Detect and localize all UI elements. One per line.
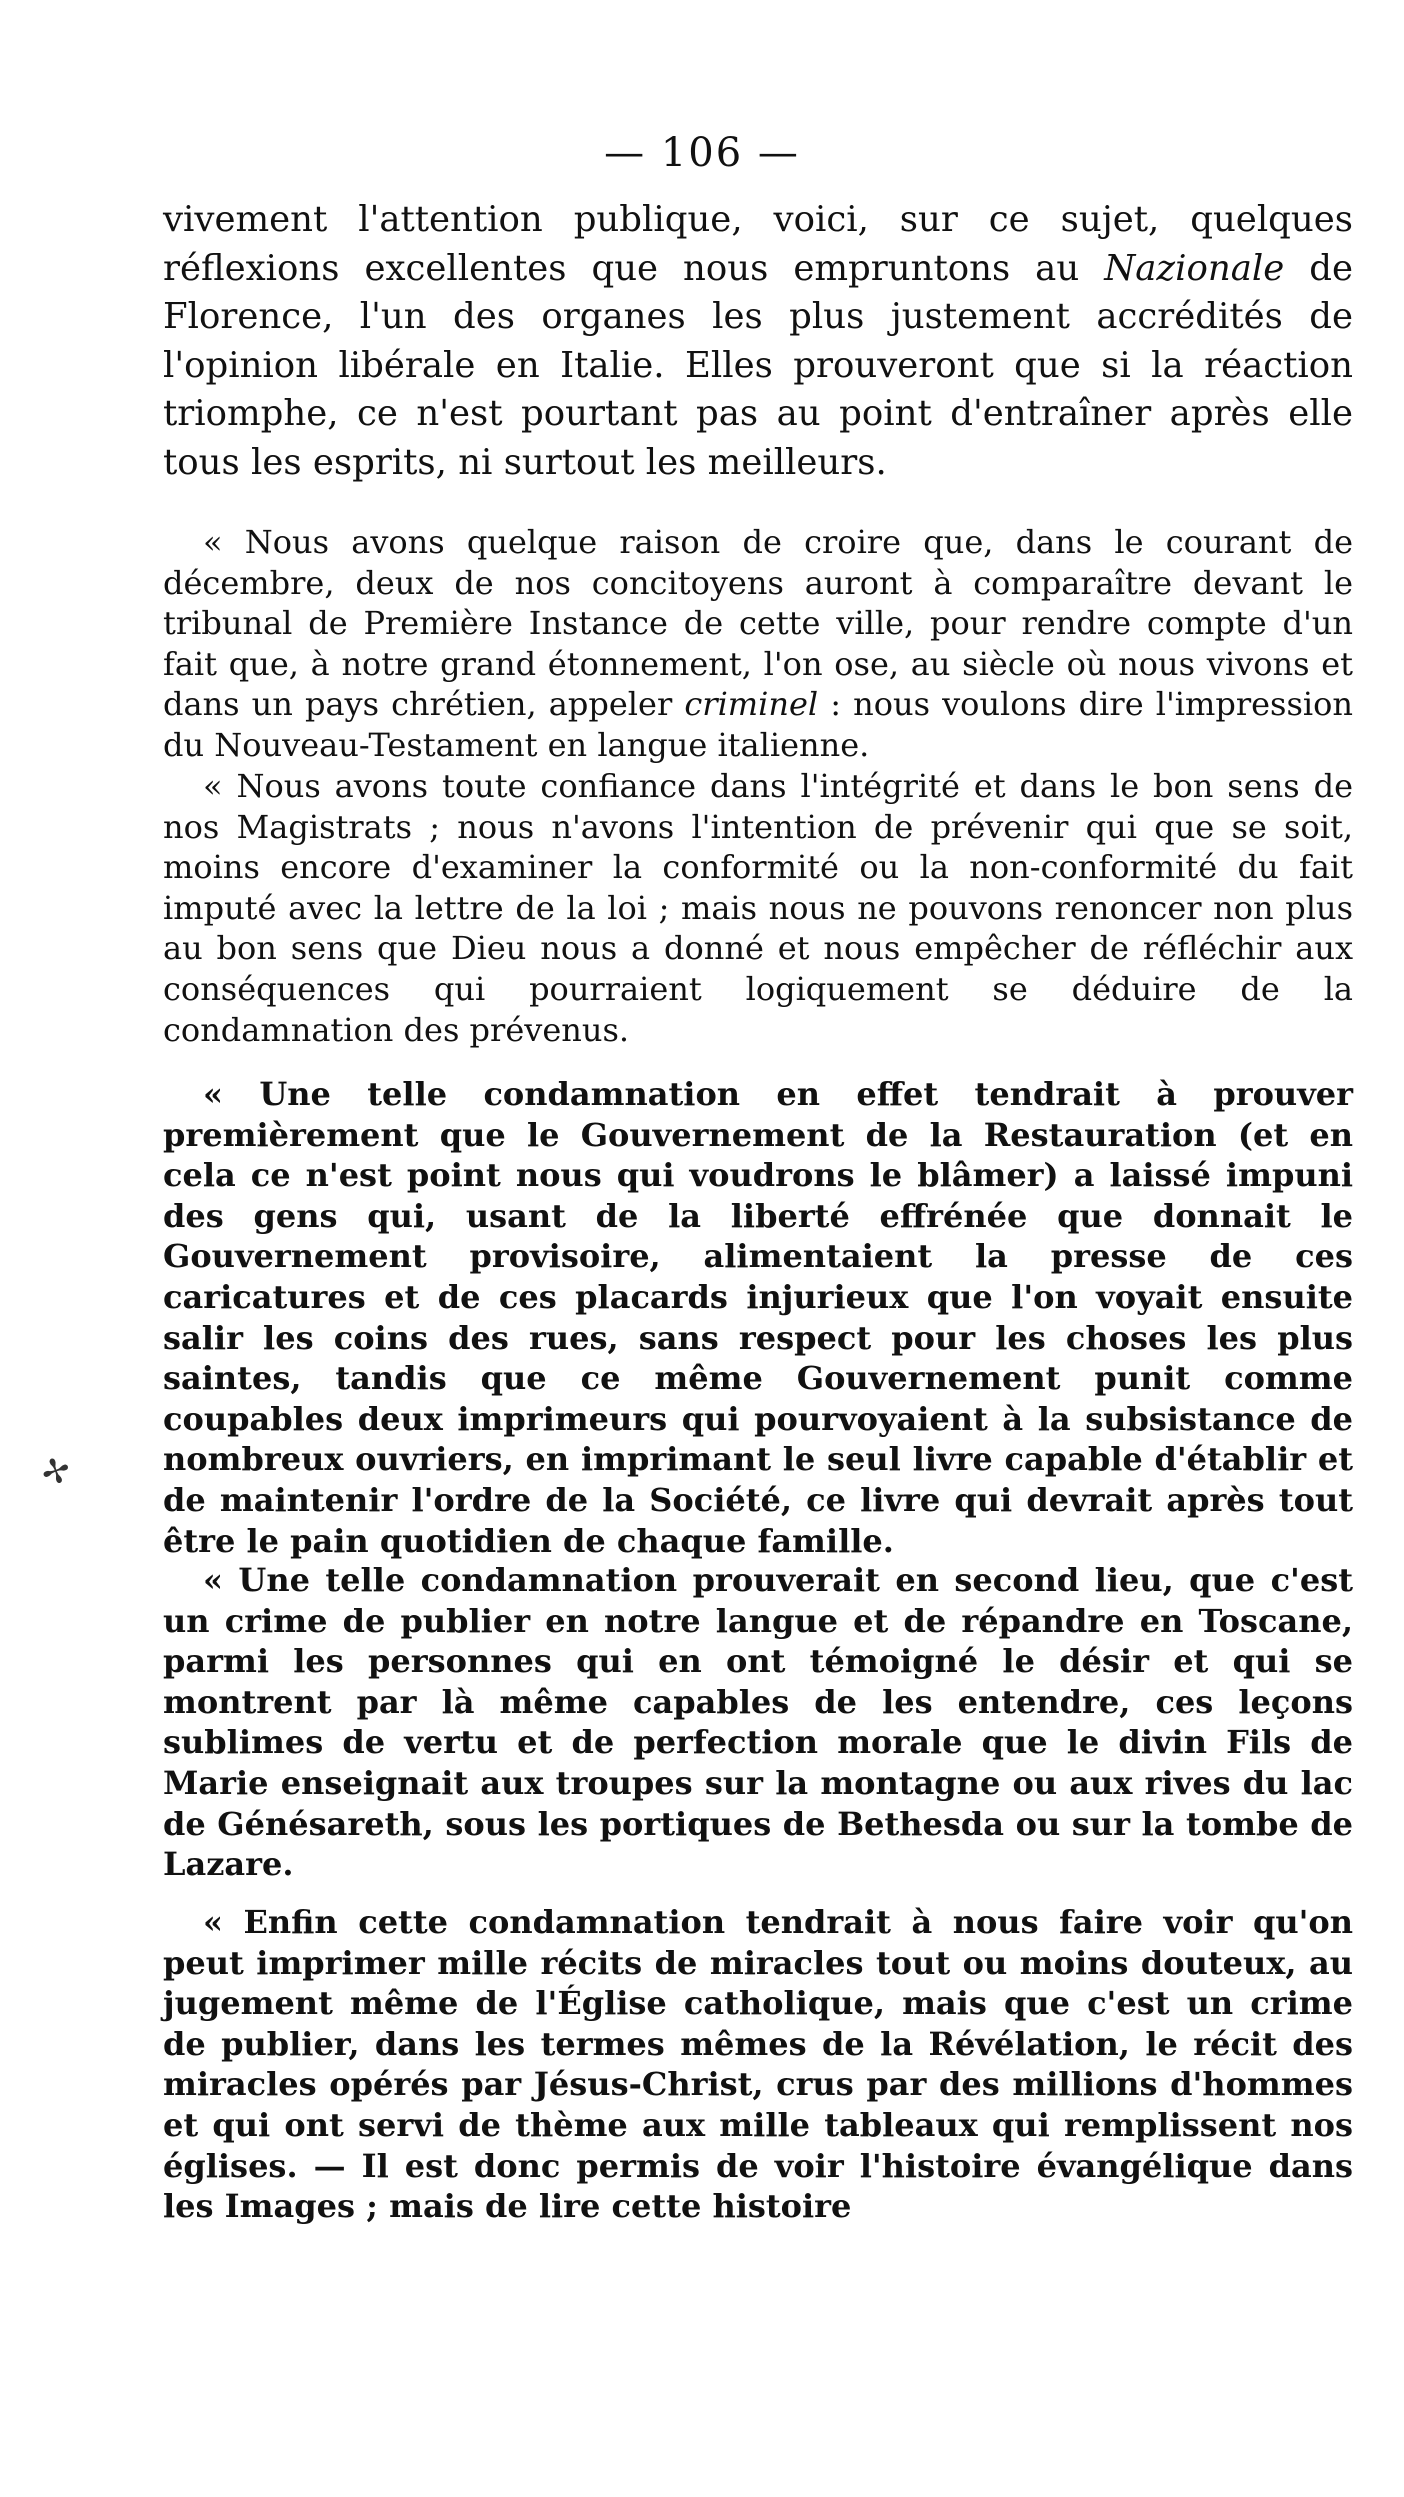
page-number: — 106 — [604, 130, 800, 176]
newspaper-name: Nazionale [1104, 247, 1285, 289]
quote-1-italic-word: criminel [684, 685, 819, 724]
quote-paragraph-2: « Nous avons toute confiance dans l'intégrité et dans le bon sens de nos Magistrats ; nous n'avons l'intention de prévenir qui que se soit, moins encore d'examiner la conformité ou la non-conformité du fait imputé avec la lettre de la loi ; mais nous ne pouvons renoncer non plus au bon sens que Dieu nous a donné et nous empêcher de réfléchir aux conséquences qui pourraient logiquement se déduire de la condamnation des prévenus. [163, 767, 1353, 1049]
quote-1-text-start: « Nous avons quelque raison de croire que, dans le courant de décembre, deux de nos concitoyens auront à comparaître devant le tribunal de Première Instance de cette ville, pour rendre compte d'un fait que, à notre grand étonnement, l'on ose, au siècle où nous vivons et dans un pays chrétien, appeler [163, 523, 1353, 724]
quote-paragraph-3: « Une telle condamnation en effet tendrait à prouver premièrement que le Gouvernement de la Restauration (et en cela ce n'est point nous qui voudrons le blâmer) a laissé impuni des gens qui, usant de la liberté effrénée que donnait le Gouvernement provisoire, alimentaient la presse de ces caricatures et de ces placards injurieux que l'on voyait ensuite salir les coins des rues, sans respect pour les choses les plus saintes, tandis que ce même Gouvernement punit comme coupables deux imprimeurs qui pourvoyaient à la subsistance de nombreux ouvriers, en imprimant le seul livre capable d'établir et de maintenir l'ordre de la Société, ce livre qui devrait après tout être le pain quotidien de chaque famille. [163, 1075, 1353, 1560]
intro-text-start: vivement l'attention publique, voici, sur ce sujet, quelques réflexions excellentes que nous empruntons au [163, 199, 1353, 289]
quote-1-text-end: : nous voulons dire l'impression du Nouveau-Testament en langue italienne. [163, 685, 1353, 764]
quote-paragraph-4: « Une telle condamnation prouverait en second lieu, que c'est un crime de publier en notre langue et de répandre en Toscane, parmi les personnes qui en ont témoigné le désir et qui se montrent par là même capables de les entendre, ces leçons sublimes de vertu et de perfection morale que le divin Fils de Marie enseignait aux troupes sur la montagne ou aux rives du lac de Génésareth, sous les portiques de Bethesda ou sur la tombe de Lazare. [163, 1561, 1353, 1884]
quote-paragraph-1 [163, 522, 1353, 766]
intro-paragraph [163, 196, 1353, 487]
intro-text-end: de Florence, l'un des organes les plus justement accrédités de l'opinion libérale en Italie. Elles prouveront que si la réaction triomphe, ce n'est pourtant pas au point d'entraîner après elle tous les esprits, ni surtout les meilleurs. [163, 247, 1353, 483]
quote-paragraph-5: « Enfin cette condamnation tendrait à nous faire voir qu'on peut imprimer mille récits de miracles tout ou moins douteux, au jugement même de l'Église catholique, mais que c'est un crime de publier, dans les termes mêmes de la Révélation, le récit des miracles opérés par Jésus-Christ, crus par des millions d'hommes et qui ont servi de thème aux mille tableaux qui remplissent nos églises. — Il est donc permis de voir l'histoire évangélique dans les Images ; mais de lire cette histoire [163, 1903, 1353, 2226]
margin-mark-icon: ✢ [36, 1448, 77, 1496]
